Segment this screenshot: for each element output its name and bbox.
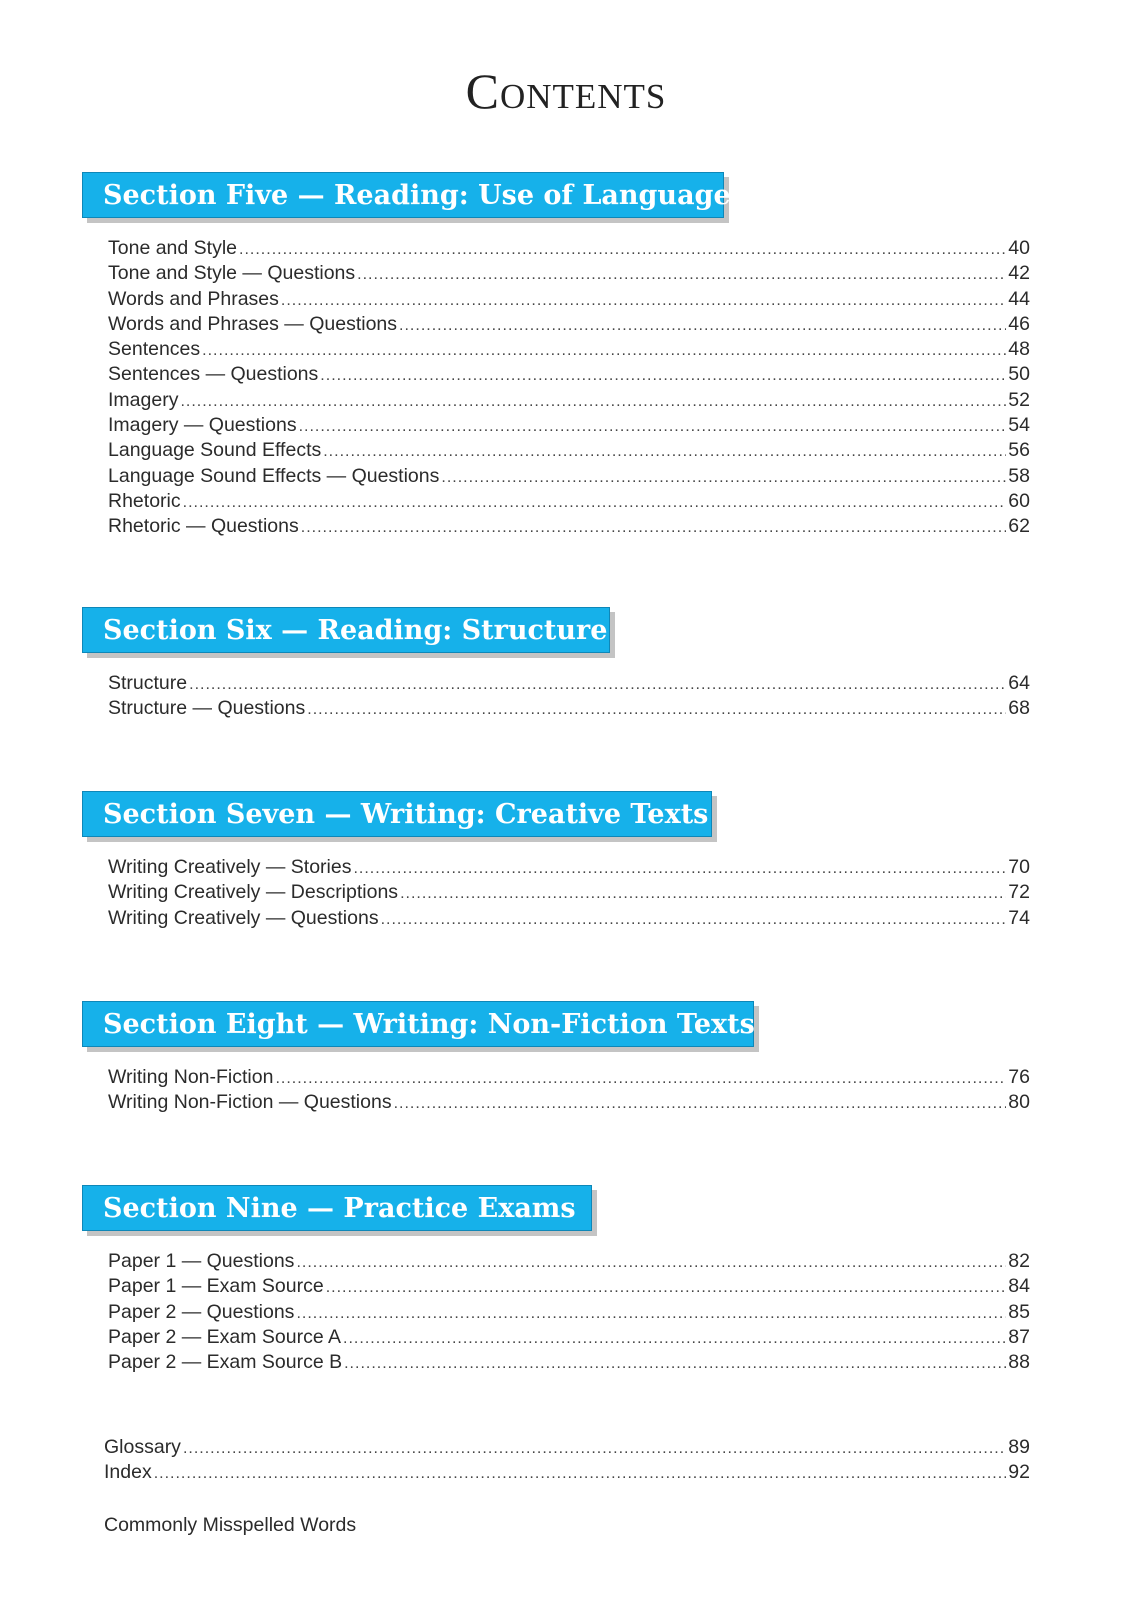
entry-label: Writing Creatively — Questions <box>108 906 379 929</box>
toc-entry[interactable] <box>108 1091 1030 1116</box>
entry-label: Paper 1 — Exam Source <box>108 1275 324 1298</box>
leader-dots <box>301 519 1007 537</box>
entry-label: Language Sound Effects <box>108 439 322 462</box>
toc-entry[interactable] <box>108 1301 1030 1326</box>
leader-dots <box>357 266 1006 284</box>
toc-entry[interactable] <box>108 313 1030 338</box>
entry-label: Rhetoric — Questions <box>108 515 299 538</box>
toc-entry[interactable] <box>108 672 1030 697</box>
toc-entry[interactable] <box>108 1066 1030 1091</box>
leader-dots <box>183 1440 1006 1458</box>
entry-label: Writing Non-Fiction — Questions <box>108 1091 392 1114</box>
entry-label: Paper 2 — Exam Source A <box>108 1325 342 1348</box>
toc-entry[interactable] <box>108 414 1030 439</box>
entry-page: 88 <box>1008 1351 1030 1374</box>
entry-list <box>108 237 1030 541</box>
entry-label: Writing Creatively — Descriptions <box>108 881 399 904</box>
entry-label: Index <box>104 1461 152 1484</box>
leader-dots <box>275 1070 1006 1088</box>
leader-dots <box>353 860 1006 878</box>
leader-dots <box>323 443 1006 461</box>
leader-dots <box>189 676 1006 694</box>
toc-entry-index[interactable] <box>104 1461 1030 1486</box>
section-heading: Section Eight — Writing: Non-Fiction Texts <box>82 1001 754 1047</box>
toc-entry[interactable] <box>108 1326 1030 1351</box>
entry-page: 42 <box>1008 262 1030 285</box>
toc-entry[interactable] <box>108 1250 1030 1275</box>
toc-entry[interactable] <box>108 490 1030 515</box>
entry-page: 48 <box>1008 338 1030 361</box>
leader-dots <box>381 911 1007 929</box>
page-title: Contents <box>465 63 667 119</box>
toc-entry[interactable] <box>108 237 1030 262</box>
leader-dots <box>296 1305 1006 1323</box>
leader-dots <box>320 367 1006 385</box>
commonly-misspelled-words-item[interactable]: Commonly Misspelled Words <box>104 1514 357 1536</box>
toc-entry[interactable] <box>108 288 1030 313</box>
entry-label: Tone and Style <box>108 237 238 259</box>
entry-page: 52 <box>1008 388 1030 411</box>
entry-page: 50 <box>1008 363 1030 386</box>
leader-dots <box>441 469 1006 487</box>
entry-label: Rhetoric <box>108 489 181 512</box>
toc-entry[interactable] <box>108 262 1030 287</box>
leader-dots <box>326 1279 1007 1297</box>
toc-entry[interactable] <box>108 881 1030 906</box>
entry-page: 54 <box>1008 414 1030 437</box>
entry-page: 87 <box>1008 1325 1030 1348</box>
leader-dots <box>202 342 1006 360</box>
toc-entry[interactable] <box>108 465 1030 490</box>
entry-label: Writing Non-Fiction <box>108 1066 274 1088</box>
leader-dots <box>307 701 1006 719</box>
entry-label: Words and Phrases <box>108 287 279 310</box>
entry-page: 85 <box>1008 1300 1030 1323</box>
toc-entry[interactable] <box>108 1275 1030 1300</box>
entry-page: 64 <box>1008 672 1030 694</box>
leader-dots <box>296 1254 1006 1272</box>
toc-entry[interactable] <box>108 363 1030 388</box>
entry-label: Imagery — Questions <box>108 414 297 437</box>
entry-label: Writing Creatively — Stories <box>108 856 352 878</box>
toc-entry-glossary[interactable] <box>104 1436 1030 1461</box>
entry-page: 60 <box>1008 489 1030 512</box>
entry-list <box>108 856 1030 932</box>
toc-entry[interactable] <box>108 439 1030 464</box>
leader-dots <box>344 1355 1006 1373</box>
entry-label: Tone and Style — Questions <box>108 262 356 285</box>
entry-page: 74 <box>1008 906 1030 929</box>
toc-entry[interactable] <box>108 1351 1030 1376</box>
entry-label: Language Sound Effects — Questions <box>108 464 440 487</box>
entry-page: 58 <box>1008 464 1030 487</box>
section-heading: Section Nine — Practice Exams <box>82 1185 592 1231</box>
entry-page: 70 <box>1008 856 1030 878</box>
entry-label: Structure <box>108 672 188 694</box>
leader-dots <box>299 418 1007 436</box>
toc-entry[interactable] <box>108 907 1030 932</box>
leader-dots <box>343 1330 1006 1348</box>
back-matter-list <box>104 1436 1030 1487</box>
entry-page: 82 <box>1008 1250 1030 1272</box>
entry-label: Paper 2 — Questions <box>108 1300 295 1323</box>
section-heading: Section Five — Reading: Use of Language <box>82 172 724 218</box>
entry-label: Sentences <box>108 338 201 361</box>
entry-page: 89 <box>1008 1436 1030 1458</box>
entry-page: 46 <box>1008 312 1030 335</box>
toc-entry[interactable] <box>108 515 1030 540</box>
toc-entry[interactable] <box>108 338 1030 363</box>
leader-dots <box>281 292 1006 310</box>
leader-dots <box>183 494 1007 512</box>
leader-dots <box>400 885 1006 903</box>
section-heading: Section Six — Reading: Structure <box>82 607 610 653</box>
entry-page: 80 <box>1008 1091 1030 1114</box>
entry-label: Paper 1 — Questions <box>108 1250 295 1272</box>
entry-page: 44 <box>1008 287 1030 310</box>
entry-page: 62 <box>1008 515 1030 538</box>
entry-page: 40 <box>1008 237 1030 259</box>
leader-dots <box>399 317 1006 335</box>
entry-label: Paper 2 — Exam Source B <box>108 1351 343 1374</box>
entry-page: 76 <box>1008 1066 1030 1088</box>
entry-label: Sentences — Questions <box>108 363 319 386</box>
toc-entry[interactable] <box>108 389 1030 414</box>
leader-dots <box>394 1095 1007 1113</box>
entry-list <box>108 1250 1030 1376</box>
entry-page: 72 <box>1008 881 1030 904</box>
entry-page: 56 <box>1008 439 1030 462</box>
entry-page: 92 <box>1008 1461 1030 1484</box>
entry-page: 84 <box>1008 1275 1030 1298</box>
entry-label: Glossary <box>104 1436 181 1458</box>
section-heading: Section Seven — Writing: Creative Texts <box>82 791 712 837</box>
leader-dots <box>180 393 1006 411</box>
entry-list <box>108 1066 1030 1117</box>
leader-dots <box>154 1465 1007 1483</box>
entry-label: Words and Phrases — Questions <box>108 312 398 335</box>
toc-entry[interactable] <box>108 697 1030 722</box>
entry-page: 68 <box>1008 697 1030 720</box>
entry-label: Imagery <box>108 388 179 411</box>
leader-dots <box>239 241 1006 259</box>
toc-entry[interactable] <box>108 856 1030 881</box>
entry-list <box>108 672 1030 723</box>
entry-label: Structure — Questions <box>108 697 306 720</box>
